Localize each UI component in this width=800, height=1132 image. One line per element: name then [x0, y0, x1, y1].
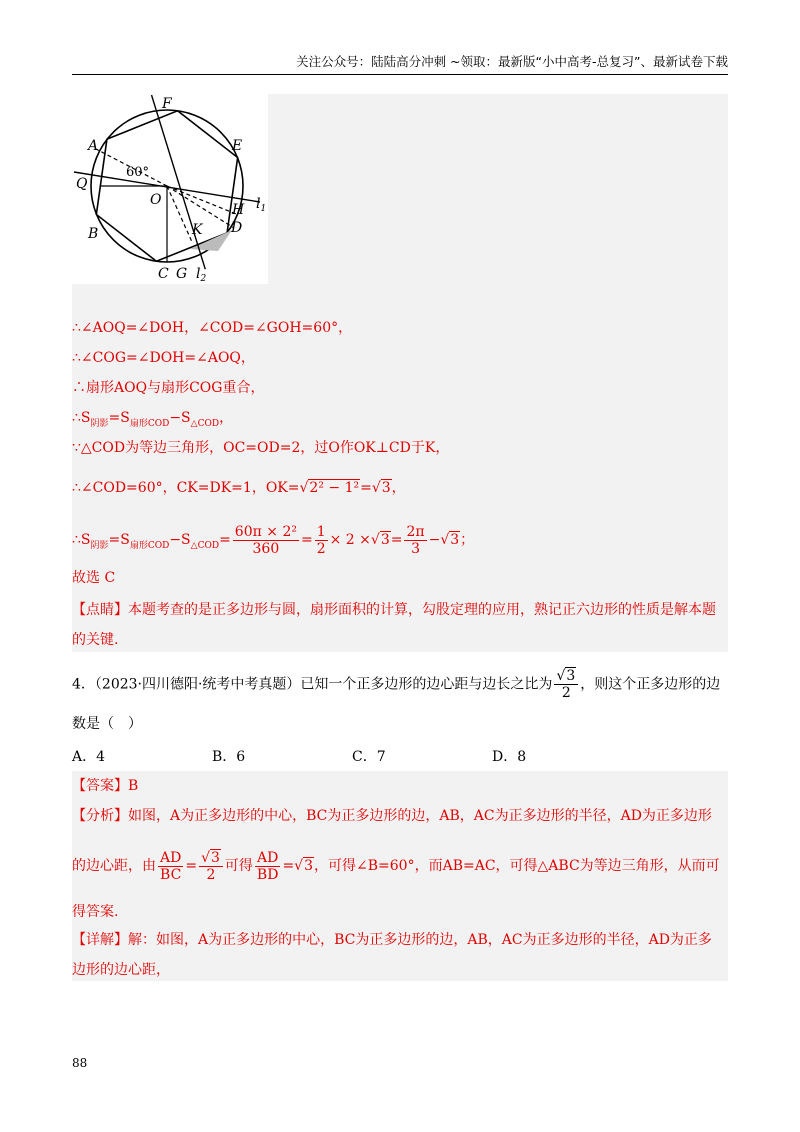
sqrt-content: 3 [380, 532, 390, 548]
equals: = [185, 858, 198, 874]
analysis-line-3: 得答案. [72, 904, 119, 920]
solution-line-7 [72, 520, 474, 566]
punct: ， [391, 480, 406, 496]
label-F: F [162, 96, 172, 112]
numerator: 60π × 2² [234, 523, 297, 540]
equals: = [300, 532, 313, 548]
denominator: 2 [561, 685, 571, 701]
text: 的边心距，由 [72, 858, 156, 874]
subscript: △COD [190, 541, 220, 551]
solution-line-3: ∴扇形AOQ与扇形COG重合， [72, 380, 265, 396]
solution-line-6 [72, 478, 406, 498]
fraction-result [404, 524, 426, 557]
question-text: 4．（2023·四川德阳·统考中考真题）已知一个正多边形的边心距与边长之比为 [72, 676, 553, 693]
detail-line-2: 边形的边心距， [72, 962, 170, 978]
denominator: 2 [206, 866, 216, 883]
times: × 2 × [329, 532, 371, 548]
sqrt-sign: √ [294, 858, 304, 874]
denominator: BC [160, 866, 182, 883]
subscript: 扇形COD [129, 419, 170, 429]
s-symbol: ∴S [72, 532, 91, 548]
question-text: ，则这个正多边形的边 [580, 676, 721, 693]
minus: − [428, 532, 441, 548]
solution-line-1: ∴∠AOQ=∠DOH，∠COD=∠GOH=60°， [72, 320, 353, 336]
question-line-2: 数是（ ） [72, 716, 142, 732]
label-l1: $l_1$ [256, 196, 267, 214]
equals: = [282, 858, 295, 874]
numerator: 2π [406, 523, 425, 540]
numerator: AD [255, 850, 281, 867]
label-A: A [88, 138, 99, 154]
numerator: √3 [554, 668, 578, 685]
sqrt-content: 3 [211, 849, 220, 866]
sqrt-sign: √ [299, 480, 309, 496]
subscript: 阴影 [90, 419, 109, 429]
text: ∴∠COD=60°，CK=DK=1，OK= [72, 480, 300, 496]
solution-line-5: ∵△COD为等边三角形，OC=OD=2，过O作OK⊥CD于K， [72, 440, 450, 456]
equals: = [219, 532, 231, 548]
punct: ， [219, 410, 234, 426]
segment-OH [167, 186, 236, 214]
fraction-half [315, 524, 328, 557]
label-O: O [150, 192, 162, 208]
subscript: △COD [190, 419, 220, 429]
comment-line-1: 【点睛】本题考查的是正多边形与圆，扇形面积的计算，勾股定理的应用，熟记正六边形的性质是解本题 [72, 602, 716, 618]
label-B: B [88, 226, 99, 242]
numerator: √3 [199, 850, 223, 867]
label-D: D [231, 220, 243, 236]
analysis-line-1: 【分析】如图，A为正多边形的中心，BC为正多边形的边，AB，AC为正多边形的半径，AD为正多边形 [72, 808, 712, 824]
fraction-sector [233, 524, 299, 557]
subscript: 扇形COD [129, 541, 170, 551]
text: ，可得∠B=60°，而AB=AC，可得△ABC为等边三角形，从而可 [314, 858, 720, 874]
sqrt-sign: √ [370, 532, 380, 548]
page-header: 关注公众号：陆陆高分冲刺 ~领取：最新版“小中高考-总复习”、最新试卷下载 [296, 54, 728, 69]
numerator: AD [160, 849, 182, 866]
label-E: E [232, 138, 243, 154]
solution-line-2: ∴∠COG=∠DOH=∠AOQ， [72, 350, 255, 366]
text: 可得 [224, 858, 253, 874]
page-number: 88 [72, 1056, 88, 1070]
choice-line: 故选 C [72, 570, 116, 586]
question-line-1 [72, 668, 720, 701]
denominator: 3 [411, 540, 420, 557]
option-d[interactable]: D．8 [492, 749, 527, 765]
label-Q: Q [76, 176, 88, 192]
option-c[interactable]: C．7 [352, 749, 386, 765]
equals-s: =S [108, 410, 130, 426]
denominator: BD [256, 866, 279, 883]
label-H: H [232, 202, 245, 218]
label-C: C [158, 266, 169, 282]
sqrt-sign: √ [440, 532, 450, 548]
label-angle: 60° [126, 165, 150, 180]
denominator: 360 [252, 540, 280, 557]
equals: = [390, 532, 403, 548]
label-G: G [176, 266, 188, 282]
sqrt-sign: √ [371, 480, 381, 496]
fraction-sqrt3-2 [199, 850, 223, 883]
punct: ； [460, 532, 475, 548]
fraction-ad-bc [158, 850, 183, 883]
sqrt-content: 3 [381, 480, 391, 496]
minus-s: −S [169, 410, 191, 426]
minus-s: −S [169, 532, 191, 548]
equals-s: =S [108, 532, 130, 548]
s-symbol: ∴S [72, 410, 91, 426]
solution-line-4 [72, 408, 233, 434]
option-a[interactable]: A．4 [72, 749, 106, 765]
option-b[interactable]: B．6 [212, 749, 246, 765]
header-rule [72, 74, 728, 75]
label-K: K [192, 222, 203, 238]
hexagon-figure [72, 94, 268, 284]
sqrt-content: 2² − 1² [309, 480, 360, 496]
analysis-line-2 [72, 846, 720, 886]
comment-line-2: 的关键. [72, 632, 119, 648]
sqrt-content: 3 [566, 668, 576, 684]
ratio-fraction [554, 668, 578, 701]
sqrt-content: 3 [304, 858, 314, 874]
fraction-ad-bd [255, 850, 281, 883]
answer-line: 【答案】B [72, 778, 139, 794]
denominator: 2 [316, 540, 326, 557]
sqrt-content: 3 [450, 532, 460, 548]
detail-line-1: 【详解】解：如图，A为正多边形的中心，BC为正多边形的边，AB，AC为正多边形的半径，AD为正多 [72, 932, 712, 948]
numerator: 1 [316, 523, 326, 540]
hexagon-diagram [72, 94, 268, 284]
label-l2: $l_2$ [196, 266, 207, 284]
subscript: 阴影 [90, 541, 109, 551]
equals: = [360, 480, 372, 496]
